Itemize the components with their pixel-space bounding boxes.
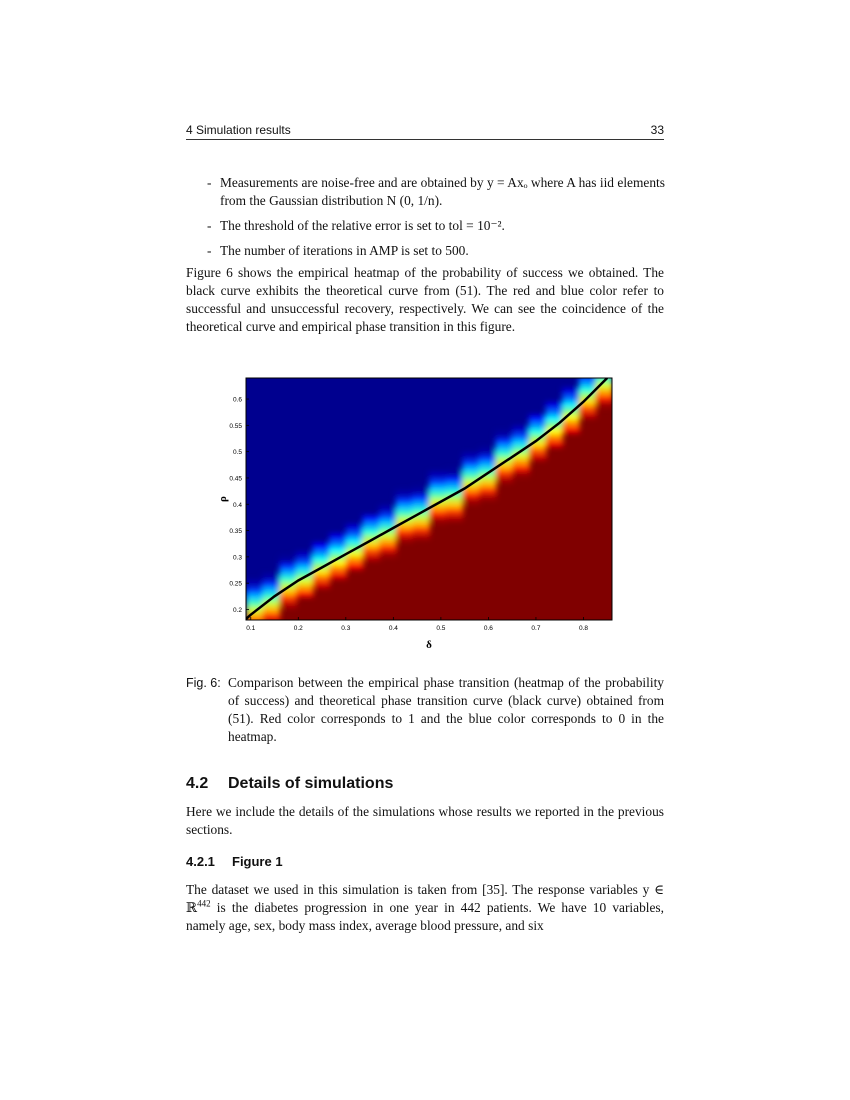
y-tick-label: 0.3: [232, 554, 242, 562]
heatmap-cell: [379, 512, 397, 519]
heatmap-cell: [379, 544, 397, 551]
heatmap-cell: [263, 618, 281, 625]
x-tick-label: 0.5: [436, 625, 446, 632]
heatmap-cell: [512, 432, 530, 439]
x-tick-label: 0.4: [388, 625, 398, 632]
heatmap-cell: [462, 453, 480, 460]
heatmap-cell: [329, 534, 347, 541]
bullet-text: The threshold of the relative error is set to tol = 10⁻².: [220, 218, 505, 233]
list-item: [207, 174, 665, 210]
y-tick-label: 0.4: [232, 501, 242, 509]
heatmap-cell: [379, 519, 397, 526]
y-tick-label: 0.45: [229, 475, 242, 483]
heatmap-cell: [246, 580, 264, 587]
heatmap-cell: [446, 501, 464, 508]
heatmap-cell: [313, 574, 331, 581]
heatmap-cell: [246, 593, 264, 600]
heatmap-cell: [429, 491, 447, 498]
heatmap-cell: [529, 447, 547, 454]
heatmap-cell: [446, 513, 464, 520]
heatmap-cell: [479, 486, 497, 493]
heatmap-cell: [479, 455, 497, 462]
heatmap-cell: [379, 506, 397, 513]
heatmap-cell: [529, 421, 547, 428]
y-axis-label: ρ: [217, 496, 229, 502]
heatmap-cell: [429, 478, 447, 485]
heatmap-cell: [462, 497, 480, 504]
bullet-dash: -: [207, 218, 212, 233]
heatmap-cell: [546, 402, 564, 409]
heatmap-cell: [595, 394, 613, 401]
y-tick-label: 0.5: [232, 449, 242, 457]
subsection-title: Figure 1: [232, 854, 283, 869]
heatmap-cell: [579, 373, 597, 380]
heatmap-cell: [496, 475, 514, 482]
heatmap-cell: [263, 580, 281, 587]
heatmap-cell: [595, 401, 613, 408]
heatmap-cell: [546, 434, 564, 441]
heatmap-cell: [296, 565, 314, 572]
heatmap-cell: [429, 485, 447, 492]
heatmap-cell: [479, 480, 497, 487]
heatmap-cell: [279, 556, 297, 563]
heatmap-cell: [429, 516, 447, 523]
subsection-number: 4.2.1: [186, 854, 215, 869]
heatmap-cell: [313, 549, 331, 556]
bullet-list: [207, 174, 665, 267]
heatmap-cell: [512, 458, 530, 465]
list-item: [207, 242, 665, 260]
heatmap-cell: [412, 488, 430, 495]
heatmap-cell: [579, 379, 597, 386]
heatmap-cell: [346, 524, 364, 531]
body-paragraph: Here we include the details of the simulations whose results we reported in the previous sections.: [186, 804, 664, 837]
heatmap-cell: [512, 464, 530, 471]
heatmap-cell: [263, 574, 281, 581]
section-number: 4.2: [186, 775, 209, 792]
heatmap-cell: [462, 466, 480, 473]
heatmap-cell: [479, 492, 497, 499]
heatmap-cell: [396, 528, 414, 535]
heatmap-cell: [279, 575, 297, 582]
heatmap-cell: [329, 572, 347, 579]
figure-caption: [186, 674, 664, 746]
y-tick-label: 0.35: [229, 528, 242, 536]
heatmap-cell: [379, 550, 397, 557]
superscript: 442: [197, 898, 211, 909]
heatmap-cell: [496, 450, 514, 457]
heatmap-cell: [263, 612, 281, 619]
heatmap-cell: [429, 510, 447, 517]
heatmap-cell: [562, 394, 580, 401]
heatmap-cell: [296, 558, 314, 565]
x-tick-label: 0.6: [483, 625, 493, 632]
section-title: Details of simulations: [228, 775, 394, 792]
heatmap-cell: [462, 472, 480, 479]
heatmap-cell: [446, 476, 464, 483]
heatmap-cell: [412, 532, 430, 539]
heatmap-cell: [462, 459, 480, 466]
heatmap-cell: [296, 552, 314, 559]
running-header: [186, 121, 664, 140]
heatmap-cell: [363, 515, 381, 522]
list-item: [207, 217, 665, 235]
header-section: 4 Simulation results: [186, 123, 291, 137]
page-number: 33: [650, 123, 664, 137]
heatmap-cell: [462, 491, 480, 498]
heatmap-cell: [446, 507, 464, 514]
heatmap-cell: [279, 600, 297, 607]
heatmap-cell: [396, 535, 414, 542]
heatmap-cell: [363, 522, 381, 529]
heatmap-cell: [579, 404, 597, 411]
heatmap-cell: [329, 546, 347, 553]
heatmap-cell: [562, 420, 580, 427]
heatmap-cell: [579, 411, 597, 418]
y-tick-label: 0.25: [229, 580, 242, 588]
x-tick-label: 0.1: [246, 625, 256, 632]
y-tick-label: 0.6: [232, 396, 242, 404]
bullet-text: The number of iterations in AMP is set to 500.: [220, 243, 469, 258]
heatmap-cell: [279, 594, 297, 601]
heatmap-cell: [512, 439, 530, 446]
heatmap-cell: [346, 562, 364, 569]
heatmap-cell: [396, 509, 414, 516]
heatmap-cell: [479, 448, 497, 455]
subsection-heading: [186, 854, 283, 869]
heatmap-cell: [412, 525, 430, 532]
heatmap-cell: [363, 553, 381, 560]
section-heading: [186, 775, 393, 793]
body-paragraph: Figure 6 shows the empirical heatmap of the probability of success we obtained. The black curve exhibits the theoretical curve from (51). The red and blue color refer to successful and unsuccessful recovery, respectively. We can see the coincidence of the theoretical curve and empirical phase transition in this figure.: [186, 265, 664, 334]
heatmap-cell: [429, 472, 447, 479]
y-tick-label: 0.2: [232, 606, 242, 614]
heatmap-cell: [496, 431, 514, 438]
heatmap-cell: [346, 537, 364, 544]
heatmap-cell: [296, 584, 314, 591]
heatmap-chart: [200, 372, 630, 662]
heatmap-cell: [529, 453, 547, 460]
bullet-dash: -: [207, 243, 212, 258]
heatmap-cell: [512, 470, 530, 477]
heatmap-cell: [496, 437, 514, 444]
heatmap-cell: [279, 569, 297, 576]
heatmap-cell: [446, 469, 464, 476]
x-tick-label: 0.7: [531, 625, 541, 632]
heatmap-cell: [496, 444, 514, 451]
x-axis-label: δ: [426, 639, 432, 651]
caption-text: Comparison between the empirical phase transition (heatmap of the probability of success) and theoretical phase transition curve (black curve) obtained from (51). Red color corresponds to 1 and the blue color corresponds to 0 in the heatmap.: [228, 675, 664, 744]
heatmap-cell: [313, 543, 331, 550]
x-tick-label: 0.8: [578, 625, 589, 632]
paragraph-text: The dataset we used in this simulation is taken from [35]. The response variables y ∈ ℝ: [186, 882, 664, 915]
heatmap-cell: [363, 528, 381, 535]
heatmap-cell: [346, 531, 364, 538]
heatmap-cell: [412, 494, 430, 501]
heatmap-cell: [263, 605, 281, 612]
heatmap-cell: [446, 482, 464, 489]
heatmap-cell: [329, 540, 347, 547]
heatmap-cell: [562, 388, 580, 395]
figure-heatmap: [200, 372, 630, 662]
heatmap-cell: [346, 556, 364, 563]
caption-label: Fig. 6:: [186, 676, 221, 690]
heatmap-cell: [263, 587, 281, 594]
heatmap-cell: [296, 590, 314, 597]
heatmap-cell: [529, 415, 547, 422]
body-paragraph: [186, 881, 664, 935]
heatmap-cell: [396, 491, 414, 498]
heatmap-cell: [412, 500, 430, 507]
heatmap-cell: [313, 555, 331, 562]
bullet-text: Measurements are noise-free and are obtained by y = Axₒ where A has iid elements from the Gaussian distribution N (0, 1/n).: [220, 175, 665, 208]
heatmap-cell: [279, 562, 297, 569]
paragraph-text: is the diabetes progression in one year in 442 patients. We have 10 variables, namely age, sex, body mass index, average blood pressure, and six: [186, 900, 664, 933]
heatmap-cell: [496, 469, 514, 476]
heatmap-cell: [396, 497, 414, 504]
heatmap-cell: [412, 519, 430, 526]
heatmap-cell: [595, 388, 613, 395]
bullet-dash: -: [207, 175, 212, 190]
heatmap-cell: [379, 538, 397, 545]
x-tick-label: 0.3: [341, 625, 351, 632]
heatmap-cell: [246, 587, 264, 594]
heatmap-cell: [546, 440, 564, 447]
heatmap-cell: [363, 547, 381, 554]
heatmap-cell: [546, 408, 564, 415]
heatmap-cell: [396, 503, 414, 510]
y-tick-label: 0.55: [229, 422, 242, 430]
heatmap-cell: [595, 372, 613, 376]
heatmap-cell: [512, 426, 530, 433]
heatmap-cell: [329, 565, 347, 572]
heatmap-cell: [313, 581, 331, 588]
heatmap-cell: [479, 461, 497, 468]
x-tick-label: 0.2: [293, 625, 303, 632]
heatmap-cell: [562, 426, 580, 433]
